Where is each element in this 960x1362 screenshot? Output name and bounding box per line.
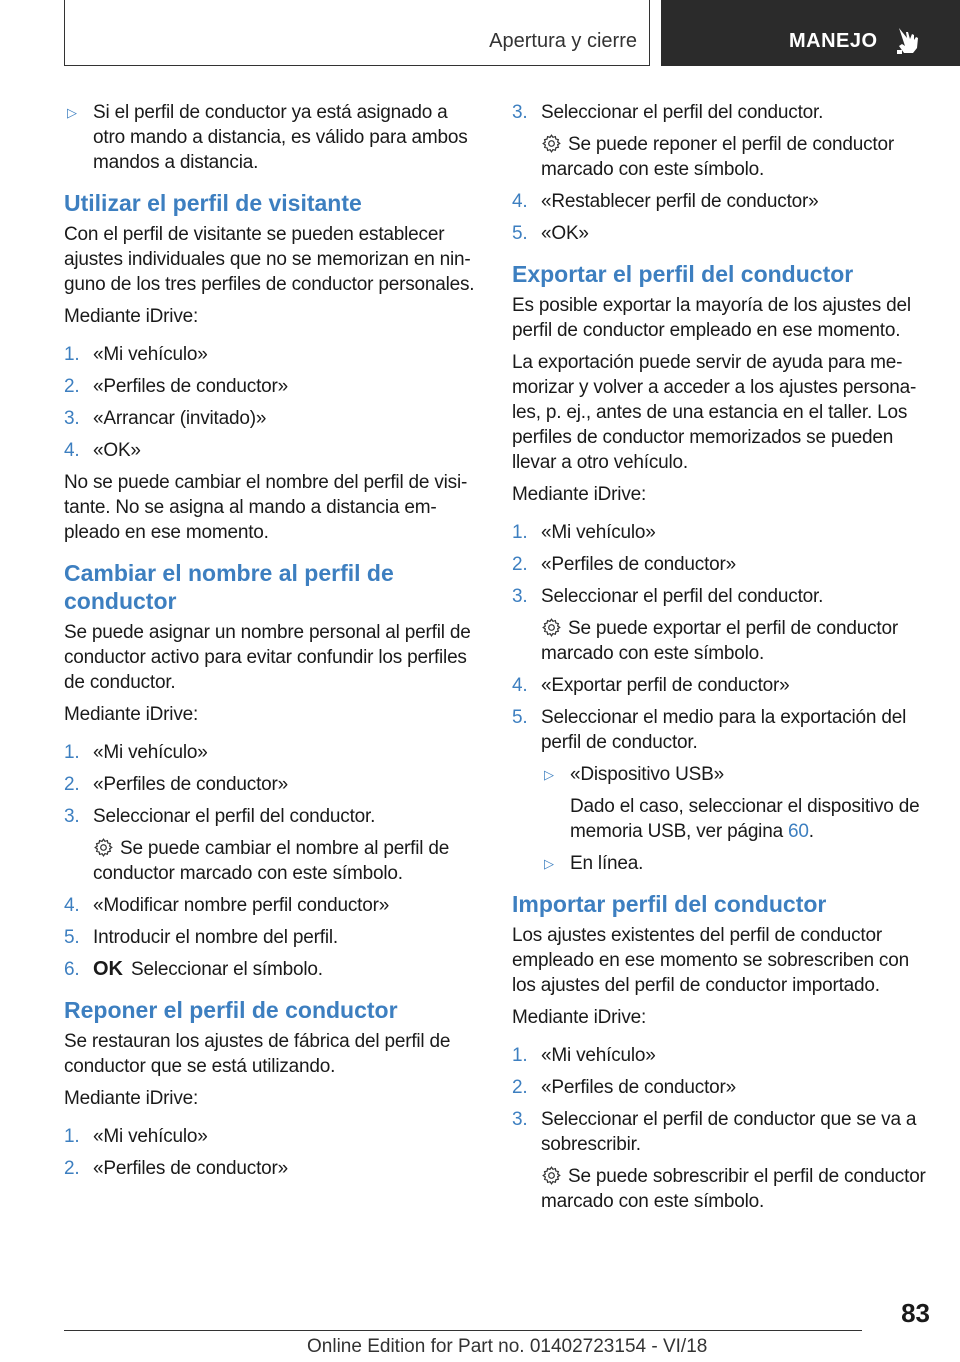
step-number: 3. bbox=[64, 806, 80, 827]
list-item bbox=[512, 705, 932, 755]
step-number: 5. bbox=[512, 707, 528, 728]
paragraph: Se restauran los ajustes de fábrica del perfil de conductor que se está utilizando. bbox=[64, 1031, 451, 1077]
step-text: Seleccionar el medio para la exportación del perfil de conductor. bbox=[541, 707, 907, 753]
heading-visitante: Utilizar el perfil de visitante bbox=[64, 190, 362, 216]
paragraph: No se puede cambiar el nombre del perfil de visitante. No se asigna al mando a distancia empleado en ese momento. bbox=[64, 472, 468, 543]
step-number: 4. bbox=[64, 440, 80, 461]
paragraph: Mediante iDrive: bbox=[64, 704, 199, 725]
step-text: Seleccionar el perfil del conductor. bbox=[541, 102, 824, 123]
step-text: «Perfiles de conductor» bbox=[93, 1158, 289, 1179]
step-text: Seleccionar el símbolo. bbox=[131, 959, 323, 980]
list-item bbox=[512, 1075, 932, 1100]
step-number: 1. bbox=[64, 344, 80, 365]
step-number: 1. bbox=[512, 1045, 528, 1066]
step-number: 2. bbox=[512, 554, 528, 575]
list-item bbox=[64, 740, 484, 765]
right-column bbox=[512, 100, 932, 1221]
page-number: 83 bbox=[901, 1298, 930, 1328]
triangle-bullet-icon: ▷ bbox=[544, 767, 554, 782]
bullet-text: En línea. bbox=[570, 853, 644, 874]
step-text: Seleccionar el perfil de conductor que se va a sobrescribir. bbox=[541, 1109, 917, 1155]
step-text: «Mi vehículo» bbox=[541, 522, 656, 543]
gear-icon bbox=[541, 617, 562, 638]
step-text: Seleccionar el perfil del conductor. bbox=[541, 586, 824, 607]
left-column bbox=[64, 100, 484, 1188]
paragraph: Mediante iDrive: bbox=[64, 1088, 199, 1109]
note-text: Se puede cambiar el nombre al perfil de conductor marcado con este símbolo. bbox=[93, 838, 450, 884]
list-item bbox=[512, 1043, 932, 1068]
heading-importar: Importar perfil del conductor bbox=[512, 891, 827, 917]
list-item bbox=[512, 189, 932, 214]
paragraph: Mediante iDrive: bbox=[64, 306, 199, 327]
step-note bbox=[512, 616, 932, 666]
step-text: «Exportar perfil de conductor» bbox=[541, 675, 790, 696]
step-number: 3. bbox=[512, 586, 528, 607]
note-text: Se puede exportar el perfil de conductor marcado con este símbolo. bbox=[541, 618, 898, 664]
bullet-item bbox=[64, 100, 484, 175]
heading-cambiar: Cambiar el nombre al perfil de conductor bbox=[64, 560, 394, 614]
chapter-title: MANEJO bbox=[789, 30, 878, 52]
step-number: 2. bbox=[64, 1158, 80, 1179]
footer-divider bbox=[64, 1330, 862, 1331]
step-number: 3. bbox=[512, 102, 528, 123]
step-text: Seleccionar el perfil del conductor. bbox=[93, 806, 376, 827]
step-number: 5. bbox=[512, 223, 528, 244]
list-item bbox=[64, 893, 484, 918]
list-item bbox=[512, 100, 932, 125]
step-text: «Mi vehículo» bbox=[93, 344, 208, 365]
step-text: «Perfiles de conductor» bbox=[541, 1077, 737, 1098]
step-text: «Mi vehículo» bbox=[541, 1045, 656, 1066]
note-text: Se puede reponer el perfil de conductor marcado con este símbolo. bbox=[541, 134, 894, 180]
step-text: «Mi vehículo» bbox=[93, 742, 208, 763]
list-item bbox=[64, 374, 484, 399]
hand-pointer-icon bbox=[895, 26, 921, 54]
footer-edition: Online Edition for Part no. 01402723154 - VI/18 bbox=[307, 1336, 708, 1357]
list-item bbox=[64, 804, 484, 829]
triangle-bullet-icon: ▷ bbox=[67, 105, 77, 120]
bullet-item bbox=[541, 762, 932, 787]
step-number: 2. bbox=[512, 1077, 528, 1098]
gear-icon bbox=[93, 837, 114, 858]
list-item bbox=[64, 925, 484, 950]
step-number: 4. bbox=[64, 895, 80, 916]
page-link[interactable]: 60 bbox=[788, 821, 809, 842]
step-number: 4. bbox=[512, 675, 528, 696]
step-text: «Arrancar (invitado)» bbox=[93, 408, 267, 429]
list-item bbox=[64, 406, 484, 431]
step-number: 3. bbox=[512, 1109, 528, 1130]
heading-reponer: Reponer el perfil de conductor bbox=[64, 997, 398, 1023]
step-text: «Perfiles de conductor» bbox=[93, 376, 289, 397]
list-item bbox=[64, 1124, 484, 1149]
paragraph: Mediante iDrive: bbox=[512, 484, 647, 505]
list-item bbox=[512, 1107, 932, 1157]
bullet-text: «Dispositivo USB» bbox=[570, 764, 724, 785]
chapter-tab bbox=[661, 0, 960, 66]
paragraph: Con el perfil de visitante se pueden establecer ajustes individuales que no se memorizan en ninguno de los tres perfiles de conductor personales. bbox=[64, 224, 475, 295]
gear-icon bbox=[541, 133, 562, 154]
list-item bbox=[64, 772, 484, 797]
bullet-text: Si el perfil de conductor ya está asignado a otro mando a distancia, es válido para ambos mandos a distancia. bbox=[93, 102, 468, 173]
list-item bbox=[64, 438, 484, 463]
step-number: 2. bbox=[64, 376, 80, 397]
paragraph: Los ajustes existentes del perfil de conductor empleado en ese momento se sobrescriben con los ajustes del perfil de conductor importado. bbox=[512, 925, 909, 996]
ok-icon: OK bbox=[93, 958, 123, 980]
step-number: 2. bbox=[64, 774, 80, 795]
list-item bbox=[512, 520, 932, 545]
step-text: «Mi vehículo» bbox=[93, 1126, 208, 1147]
step-note bbox=[64, 836, 484, 886]
step-text: «Perfiles de conductor» bbox=[541, 554, 737, 575]
list-item bbox=[512, 552, 932, 577]
step-number: 1. bbox=[64, 742, 80, 763]
step-text: «OK» bbox=[93, 440, 141, 461]
step-note bbox=[512, 132, 932, 182]
paragraph: Mediante iDrive: bbox=[512, 1007, 647, 1028]
list-item bbox=[512, 673, 932, 698]
step-text: «Restablecer perfil de conductor» bbox=[541, 191, 819, 212]
step-number: 1. bbox=[512, 522, 528, 543]
detail-text-end: . bbox=[808, 821, 814, 842]
step-text: «Perfiles de conductor» bbox=[93, 774, 289, 795]
bullet-item bbox=[541, 851, 932, 876]
step-number: 6. bbox=[64, 959, 80, 980]
step-text: Introducir el nombre del perfil. bbox=[93, 927, 338, 948]
step-number: 3. bbox=[64, 408, 80, 429]
section-title: Apertura y cierre bbox=[489, 30, 637, 52]
list-item bbox=[64, 957, 484, 982]
gear-icon bbox=[541, 1165, 562, 1186]
step-number: 4. bbox=[512, 191, 528, 212]
detail-text: Dado el caso, seleccionar el dispositivo de memoria USB, ver página bbox=[570, 796, 920, 842]
step-text: «Modificar nombre perfil conductor» bbox=[93, 895, 390, 916]
step-number: 5. bbox=[64, 927, 80, 948]
step-text: «OK» bbox=[541, 223, 589, 244]
note-text: Se puede sobrescribir el perfil de conductor marcado con este símbolo. bbox=[541, 1166, 926, 1212]
list-item bbox=[512, 584, 932, 609]
header-section-box bbox=[64, 0, 650, 66]
bullet-detail bbox=[512, 794, 932, 844]
list-item bbox=[64, 342, 484, 367]
list-item bbox=[64, 1156, 484, 1181]
paragraph: Se puede asignar un nombre personal al perfil de conductor activo para evitar confundir los perfiles de conductor. bbox=[64, 622, 471, 693]
step-number: 1. bbox=[64, 1126, 80, 1147]
list-item bbox=[512, 221, 932, 246]
step-note bbox=[512, 1164, 932, 1214]
paragraph: La exportación puede servir de ayuda para memorizar y volver a acceder a los ajustes personales, p. ej., antes de una estancia en el taller. Los perfiles de conductor memorizados se pueden llevar a otro vehículo. bbox=[512, 352, 917, 473]
paragraph: Es posible exportar la mayoría de los ajustes del perfil de conductor empleado en ese momento. bbox=[512, 295, 911, 341]
heading-exportar: Exportar el perfil del conductor bbox=[512, 261, 854, 287]
triangle-bullet-icon: ▷ bbox=[544, 856, 554, 871]
